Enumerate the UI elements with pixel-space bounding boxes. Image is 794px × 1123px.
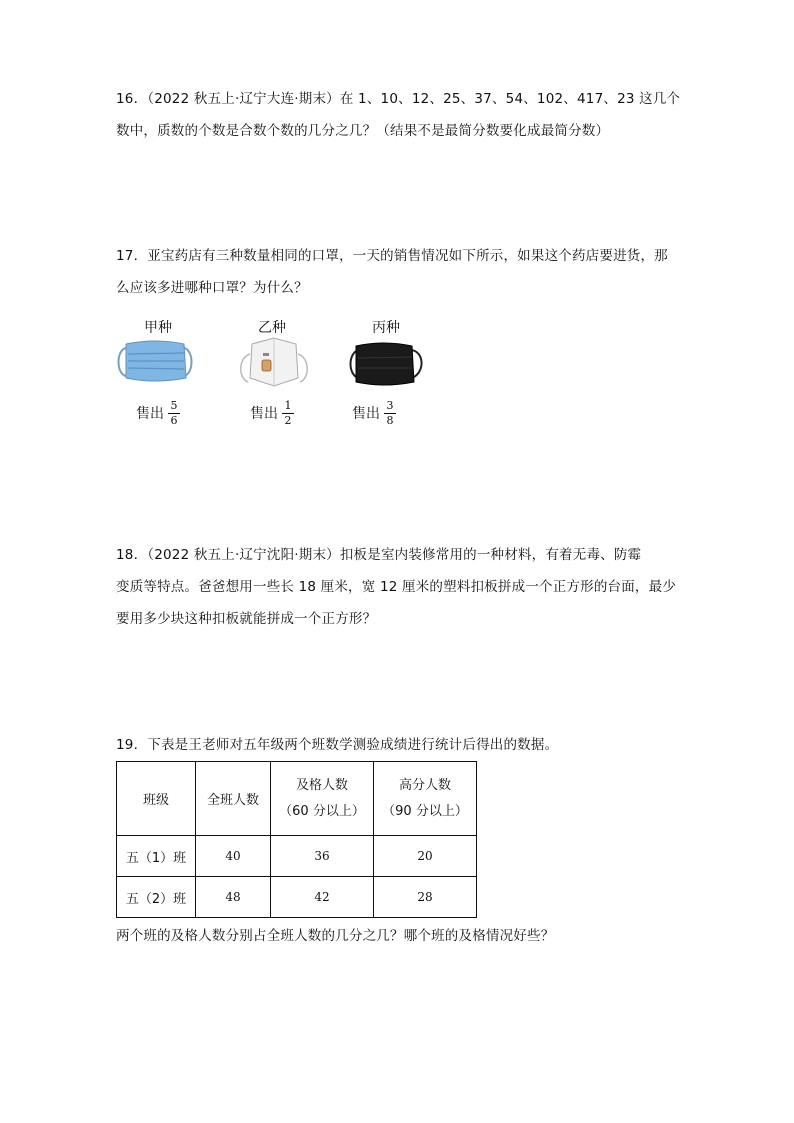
mask-b-numerator: 1	[284, 399, 292, 412]
q17-line1: 17．亚宝药店有三种数量相同的口罩，一天的销售情况如下所示，如果这个药店要进货，那	[116, 248, 668, 264]
header-high	[374, 762, 477, 836]
q17-line2: 么应该多进哪种口罩？为什么？	[116, 280, 308, 296]
mask-a-sold-prefix: 售出	[136, 406, 164, 423]
mask-c-fraction	[384, 400, 396, 426]
header-pass-line1: 及格人数	[295, 777, 348, 793]
q19-question: 两个班的及格人数分别占全班人数的几分之几？哪个班的及格情况好些？	[116, 928, 555, 944]
header-class: 班级	[117, 762, 196, 836]
mask-a-sold	[136, 400, 180, 426]
mask-c-numerator: 3	[386, 399, 394, 412]
mask-b-sold-prefix: 售出	[250, 406, 278, 423]
mask-a-numerator: 5	[170, 399, 178, 412]
row2-pass: 42	[271, 877, 374, 918]
row2-high: 28	[374, 877, 477, 918]
header-high-line1: 高分人数	[398, 777, 451, 793]
mask-c-label: 丙种	[372, 320, 400, 336]
row2-class: 五（2）班	[117, 877, 196, 918]
mask-a-denominator: 6	[170, 413, 178, 427]
row1-total: 40	[196, 836, 271, 877]
q16-line2: 数中，质数的个数是合数个数的几分之几？（结果不是最简分数要化成最简分数）	[116, 123, 610, 139]
table-header-row	[117, 762, 477, 836]
mask-a-label: 甲种	[144, 320, 172, 336]
white-kn95-mask-image	[236, 334, 312, 390]
mask-b-sold	[250, 400, 294, 426]
black-mask-image	[346, 338, 426, 390]
mask-c-sold-prefix: 售出	[352, 406, 380, 423]
mask-a-fraction	[168, 400, 180, 426]
row1-high: 20	[374, 836, 477, 877]
header-total: 全班人数	[196, 762, 271, 836]
table-row	[117, 836, 477, 877]
row1-pass: 36	[271, 836, 374, 877]
header-pass	[271, 762, 374, 836]
mask-b-fraction	[282, 400, 294, 426]
header-high-line2: （90 分以上）	[382, 803, 468, 819]
mask-b-denominator: 2	[284, 413, 292, 427]
blue-surgical-mask-image	[116, 336, 194, 386]
mask-c-sold	[352, 400, 396, 426]
q16-line1: 16．（2022 秋五上·辽宁大连·期末）在 1、10、12、25、37、54、102、417、23 这几个	[116, 91, 681, 107]
row2-total: 48	[196, 877, 271, 918]
q18-line3: 要用多少块这种扣板就能拼成一个正方形？	[116, 611, 377, 627]
q19-intro: 19．下表是王老师对五年级两个班数学测验成绩进行统计后得出的数据。	[116, 737, 559, 753]
row1-class: 五（1）班	[117, 836, 196, 877]
mask-c-denominator: 8	[386, 413, 394, 427]
header-pass-line2: （60 分以上）	[279, 803, 365, 819]
score-table	[116, 761, 477, 918]
q18-line2: 变质等特点。爸爸想用一些长 18 厘米，宽 12 厘米的塑料扣板拼成一个正方形的台面，最少	[116, 579, 677, 595]
table-row	[117, 877, 477, 918]
mask-b-label: 乙种	[258, 320, 286, 336]
q18-line1: 18．（2022 秋五上·辽宁沈阳·期末）扣板是室内装修常用的一种材料，有着无毒、防霉	[116, 547, 642, 563]
